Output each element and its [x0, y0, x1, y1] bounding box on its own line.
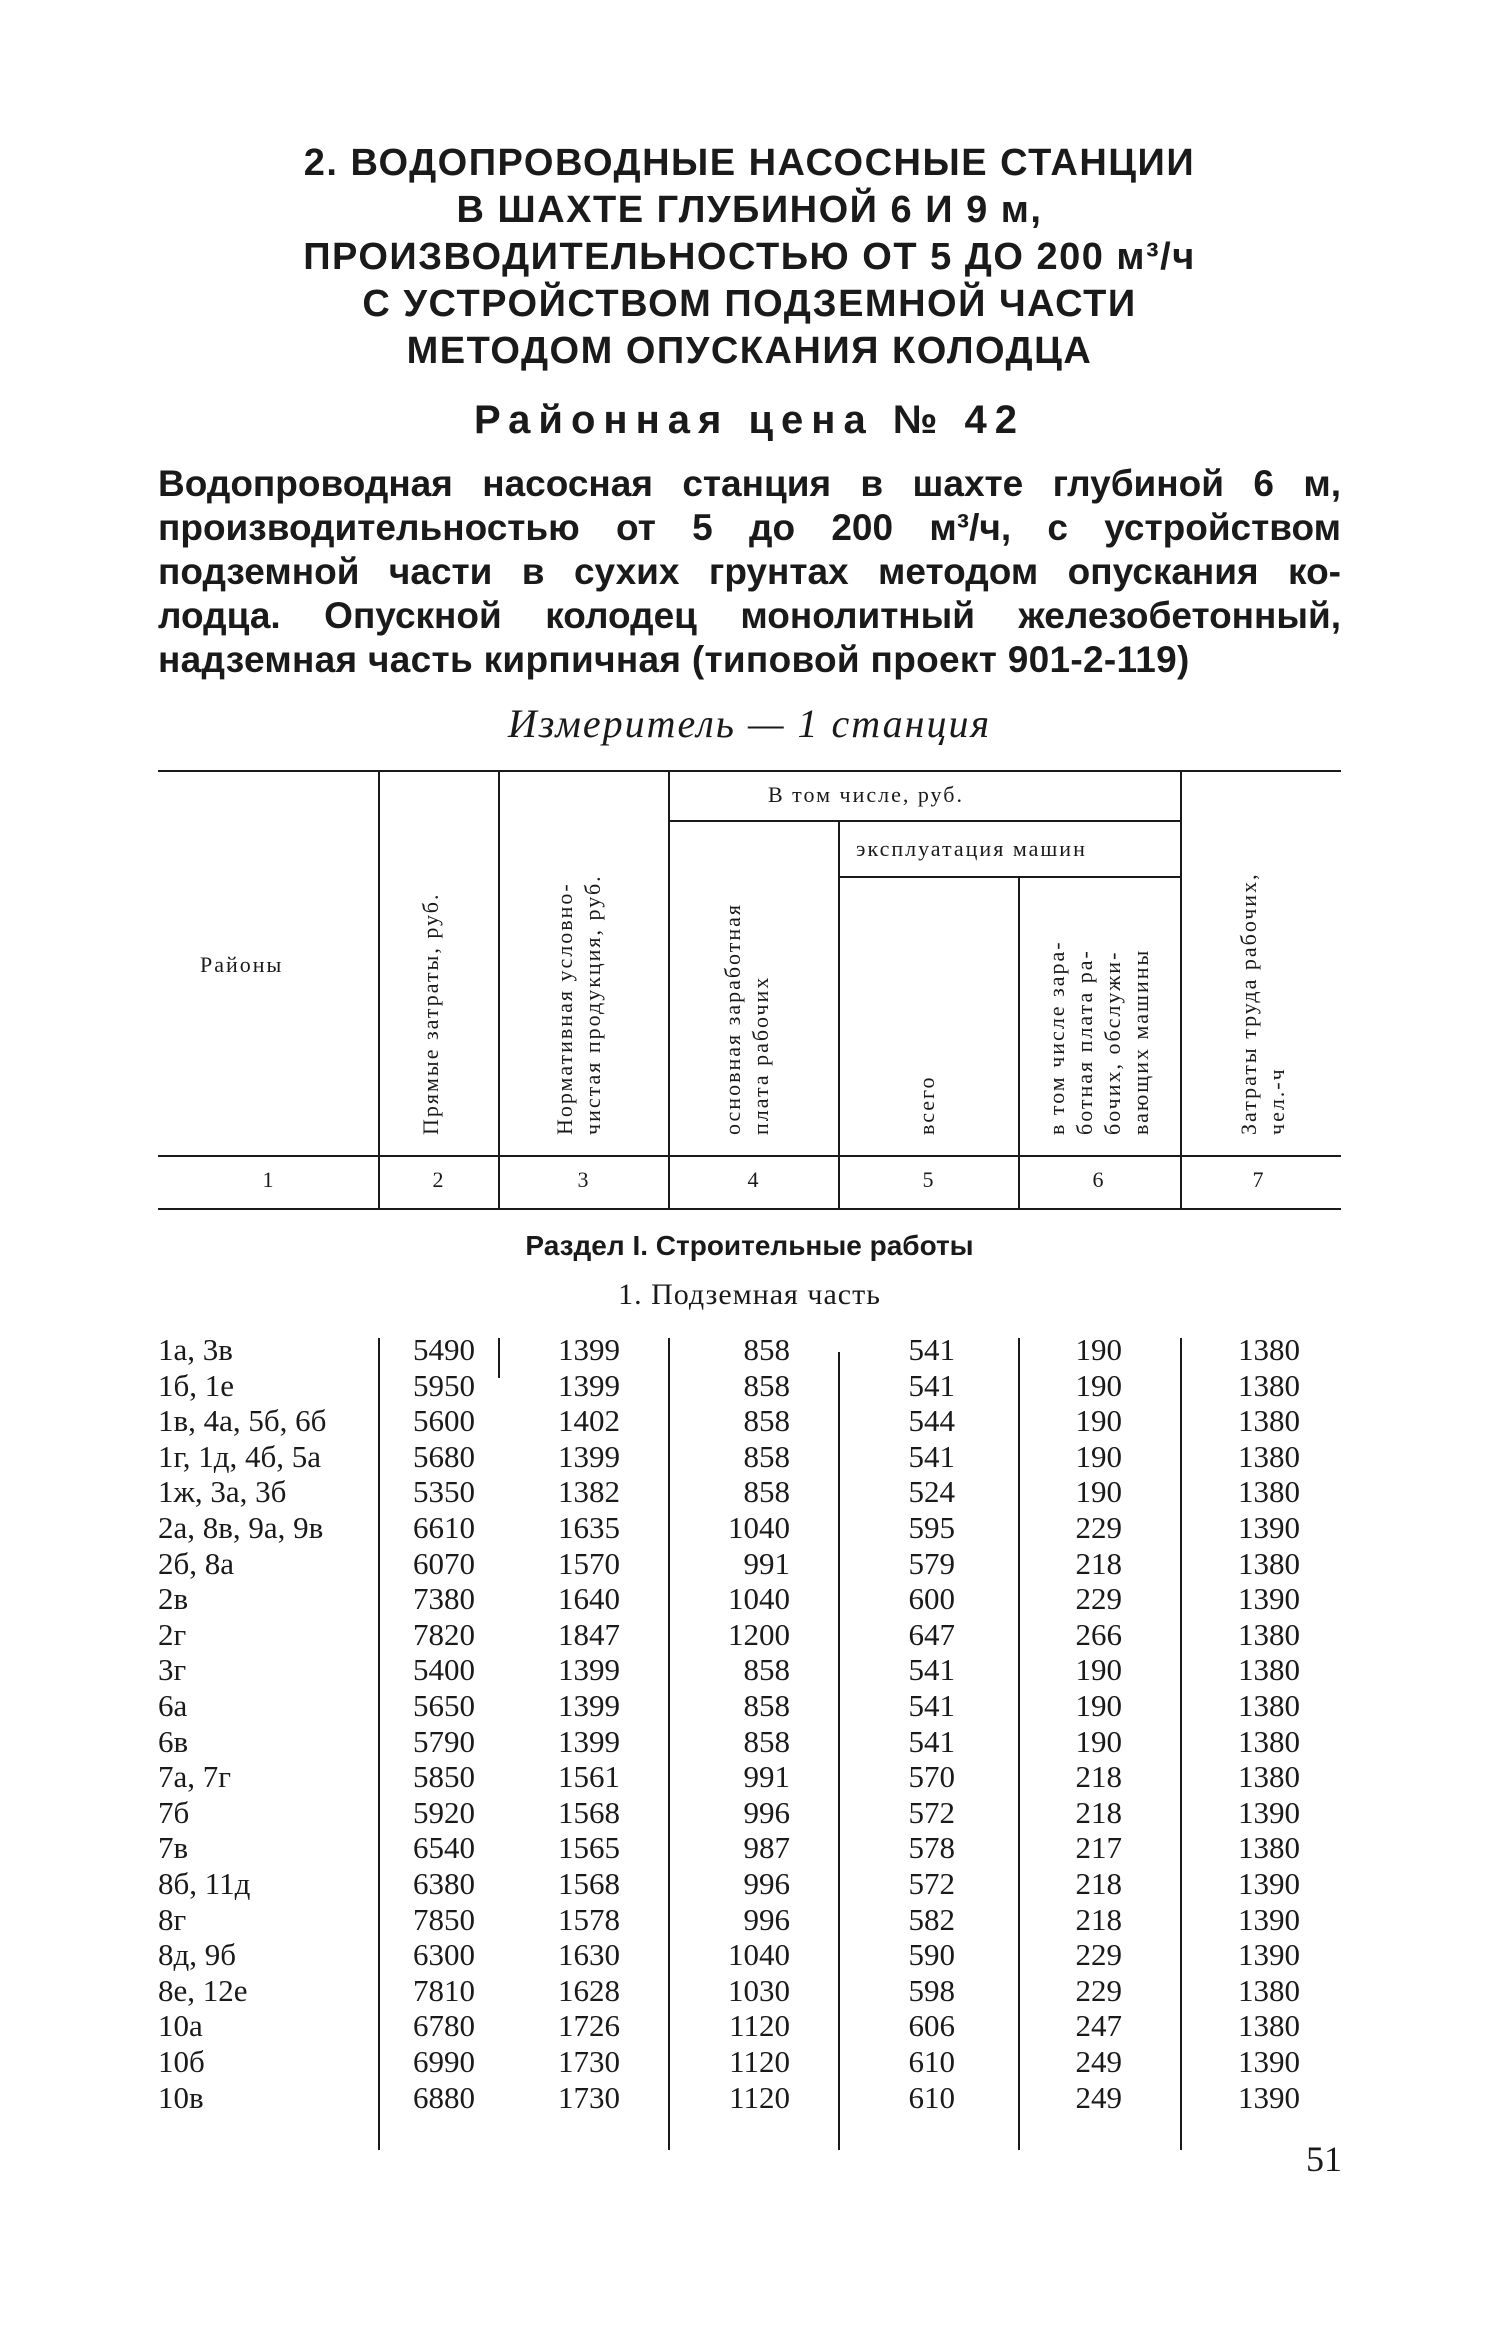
value-cell: 1390	[1238, 2079, 1300, 2115]
region-cell: 1г, 1д, 4б, 5а	[158, 1438, 322, 1474]
machine-operation-header: эксплуатация машин	[856, 836, 1087, 861]
value-cell: 858	[743, 1688, 790, 1723]
column-divider	[1180, 770, 1182, 1208]
value-cell: 190	[1075, 1367, 1122, 1403]
table-row	[0, 1688, 1499, 1724]
value-cell: 5600	[413, 1403, 475, 1439]
value-cell: 190	[1075, 1403, 1122, 1439]
value-cell: 5650	[413, 1688, 475, 1723]
region-cell: 8е, 12е	[158, 1972, 248, 2008]
direct-costs-header: Прямые затраты, руб.	[418, 892, 443, 1135]
value-cell: 1120	[729, 2079, 790, 2115]
region-cell: 6в	[158, 1723, 189, 1759]
value-cell: 1568	[558, 1866, 620, 1901]
table-row	[0, 1973, 1499, 2009]
header-top-rule	[158, 770, 1341, 772]
table-row	[0, 1581, 1499, 1617]
value-cell: 610	[908, 2079, 955, 2115]
value-cell: 1390	[1238, 1510, 1300, 1545]
value-cell: 217	[1075, 1830, 1122, 1866]
value-cell: 7820	[413, 1616, 475, 1652]
region-cell: 2г	[158, 1616, 187, 1652]
value-cell: 190	[1075, 1438, 1122, 1474]
including-header: В том числе, руб.	[768, 782, 964, 807]
value-cell: 218	[1075, 1545, 1122, 1581]
table-row	[0, 1902, 1499, 1938]
value-cell: 996	[743, 1866, 790, 1901]
table-row	[0, 1617, 1499, 1653]
value-cell: 647	[908, 1616, 955, 1652]
table-row	[0, 1546, 1499, 1582]
value-cell: 858	[743, 1403, 790, 1439]
description-line: лодца. Опускной колодец монолитный железобетонный,	[158, 595, 1341, 636]
value-cell: 5680	[413, 1438, 475, 1474]
value-cell: 5850	[413, 1759, 475, 1795]
value-cell: 190	[1075, 1652, 1122, 1688]
value-cell: 1390	[1238, 2044, 1300, 2079]
value-cell: 1380	[1238, 1652, 1300, 1688]
table-row	[0, 1652, 1499, 1688]
value-cell: 600	[908, 1581, 955, 1617]
value-cell: 1380	[1238, 2008, 1300, 2044]
value-cell: 606	[908, 2008, 955, 2044]
value-cell: 1380	[1238, 1688, 1300, 1723]
section-title: Раздел I. Строительные работы	[525, 1230, 974, 1261]
header-text-line: ботная плата ра-	[1072, 949, 1097, 1135]
heading-line: МЕТОДОМ ОПУСКАНИЯ КОЛОДЦА	[406, 330, 1093, 372]
value-cell: 1380	[1238, 1972, 1300, 2008]
column-number: 1	[262, 1167, 274, 1192]
table-row	[0, 1403, 1499, 1439]
value-cell: 190	[1075, 1723, 1122, 1759]
value-cell: 524	[908, 1474, 955, 1510]
value-cell: 1399	[558, 1367, 620, 1403]
value-cell: 5790	[413, 1723, 475, 1759]
heading-line: В ШАХТЕ ГЛУБИНОЙ 6 И 9 м,	[456, 189, 1043, 231]
column-number: 3	[577, 1167, 589, 1192]
value-cell: 1380	[1238, 1616, 1300, 1652]
value-cell: 996	[743, 1901, 790, 1937]
value-cell: 6610	[413, 1510, 475, 1545]
header-text-line: вающих машины	[1128, 948, 1153, 1135]
value-cell: 991	[743, 1759, 790, 1795]
value-cell: 229	[1075, 1581, 1122, 1617]
value-cell: 229	[1075, 1972, 1122, 2008]
header-text-line: основная заработная	[720, 902, 745, 1135]
value-cell: 266	[1075, 1616, 1122, 1652]
value-cell: 858	[743, 1367, 790, 1403]
value-cell: 5490	[413, 1332, 475, 1367]
subsection-title: 1. Подземная часть	[618, 1278, 881, 1311]
value-cell: 1630	[558, 1937, 620, 1973]
region-cell: 2а, 8в, 9а, 9в	[158, 1510, 324, 1545]
column-number: 6	[1092, 1167, 1104, 1192]
table-row	[0, 1474, 1499, 1510]
value-cell: 610	[908, 2044, 955, 2079]
header-subrule	[668, 820, 1180, 822]
value-cell: 1380	[1238, 1403, 1300, 1439]
value-cell: 1200	[728, 1616, 790, 1652]
value-cell: 1730	[558, 2079, 620, 2115]
value-cell: 6300	[413, 1937, 475, 1973]
region-cell: 8г	[158, 1901, 187, 1937]
section-heading	[0, 140, 1499, 375]
value-cell: 572	[908, 1866, 955, 1901]
header-text-line: бочих, обслужи-	[1100, 950, 1125, 1135]
table-row	[0, 1368, 1499, 1404]
measure-unit: Измеритель — 1 станция	[507, 701, 992, 746]
table-row	[0, 2044, 1499, 2080]
value-cell: 541	[908, 1367, 955, 1403]
value-cell: 1561	[558, 1759, 620, 1795]
value-cell: 541	[908, 1688, 955, 1723]
value-cell: 218	[1075, 1901, 1122, 1937]
region-cell: 10б	[158, 2044, 205, 2079]
value-cell: 249	[1075, 2079, 1122, 2115]
header-text-line: Нормативная условно-	[552, 882, 577, 1135]
value-cell: 1847	[558, 1616, 620, 1652]
value-cell: 1399	[558, 1723, 620, 1759]
value-cell: 1565	[558, 1830, 620, 1866]
value-cell: 991	[743, 1545, 790, 1581]
value-cell: 249	[1075, 2044, 1122, 2079]
value-cell: 5920	[413, 1794, 475, 1830]
description-line: подземной части в сухих грунтах методом опускания ко-	[158, 551, 1341, 592]
value-cell: 541	[908, 1438, 955, 1474]
region-cell: 3г	[158, 1652, 187, 1688]
value-cell: 229	[1075, 1510, 1122, 1545]
value-cell: 1030	[728, 1972, 790, 2008]
value-cell: 1635	[558, 1510, 620, 1545]
value-cell: 1399	[558, 1332, 620, 1367]
table-row	[0, 1510, 1499, 1546]
value-cell: 1390	[1238, 1937, 1300, 1973]
header-text-line: в том числе зара-	[1044, 940, 1069, 1135]
value-cell: 6540	[413, 1830, 475, 1866]
value-cell: 579	[908, 1545, 955, 1581]
heading-line: ПРОИЗВОДИТЕЛЬНОСТЬЮ ОТ 5 ДО 200 м³/ч	[303, 236, 1196, 278]
value-cell: 1399	[558, 1688, 620, 1723]
region-cell: 8б, 11д	[158, 1866, 251, 1901]
region-cell: 2в	[158, 1581, 189, 1617]
value-cell: 1726	[558, 2008, 620, 2044]
value-cell: 1390	[1238, 1901, 1300, 1937]
region-cell: 6а	[158, 1688, 188, 1723]
value-cell: 247	[1075, 2008, 1122, 2044]
value-cell: 5350	[413, 1474, 475, 1510]
region-cell: 1а, 3в	[158, 1332, 233, 1367]
value-cell: 1040	[728, 1581, 790, 1617]
header-text-line: чистая продукция, руб.	[580, 874, 605, 1135]
column-divider	[668, 770, 670, 1208]
heading-line: 2. ВОДОПРОВОДНЫЕ НАСОСНЫЕ СТАНЦИИ	[303, 142, 1196, 184]
value-cell: 590	[908, 1937, 955, 1973]
column-number: 5	[922, 1167, 934, 1192]
value-cell: 6380	[413, 1866, 475, 1901]
value-cell: 541	[908, 1332, 955, 1367]
value-cell: 582	[908, 1901, 955, 1937]
value-cell: 595	[908, 1510, 955, 1545]
value-cell: 1402	[558, 1403, 620, 1439]
value-cell: 6880	[413, 2079, 475, 2115]
value-cell: 541	[908, 1652, 955, 1688]
value-cell: 5400	[413, 1652, 475, 1688]
region-cell: 2б, 8а	[158, 1545, 235, 1581]
value-cell: 1730	[558, 2044, 620, 2079]
table-row	[0, 2008, 1499, 2044]
value-cell: 570	[908, 1759, 955, 1795]
value-cell: 190	[1075, 1688, 1122, 1723]
value-cell: 6070	[413, 1545, 475, 1581]
value-cell: 1578	[558, 1901, 620, 1937]
header-text-line: Затраты труда рабочих,	[1236, 872, 1261, 1135]
description-line: Водопроводная насосная станция в шахте глубиной 6 м,	[158, 463, 1341, 504]
value-cell: 541	[908, 1723, 955, 1759]
value-cell: 544	[908, 1403, 955, 1439]
total-header: всего	[914, 1075, 939, 1135]
table-row	[0, 1724, 1499, 1760]
value-cell: 1380	[1238, 1438, 1300, 1474]
header-subrule	[838, 876, 1180, 878]
value-cell: 1390	[1238, 1866, 1300, 1901]
region-cell: 1в, 4а, 5б, 6б	[158, 1403, 327, 1439]
value-cell: 1380	[1238, 1474, 1300, 1510]
value-cell: 7810	[413, 1972, 475, 2008]
table-rule	[158, 1208, 1341, 1210]
value-cell: 858	[743, 1474, 790, 1510]
value-cell: 7850	[413, 1901, 475, 1937]
region-cell: 8д, 9б	[158, 1937, 237, 1973]
value-cell: 1380	[1238, 1830, 1300, 1866]
value-cell: 218	[1075, 1866, 1122, 1901]
table-row	[0, 1866, 1499, 1902]
region-cell: 10а	[158, 2008, 203, 2044]
header-text-line: плата рабочих	[748, 975, 773, 1135]
header-text-line: чел.-ч	[1264, 1067, 1289, 1135]
value-cell: 1390	[1238, 1794, 1300, 1830]
value-cell: 1399	[558, 1438, 620, 1474]
value-cell: 218	[1075, 1759, 1122, 1795]
value-cell: 1570	[558, 1545, 620, 1581]
description	[158, 462, 1341, 682]
value-cell: 1640	[558, 1581, 620, 1617]
table-row	[0, 1332, 1499, 1368]
region-cell: 10в	[158, 2079, 204, 2115]
region-cell: 7б	[158, 1794, 190, 1830]
region-cell: 7а, 7г	[158, 1759, 231, 1795]
value-cell: 1120	[729, 2044, 790, 2079]
table-row	[0, 1795, 1499, 1831]
column-number: 4	[747, 1167, 759, 1192]
value-cell: 218	[1075, 1794, 1122, 1830]
value-cell: 6780	[413, 2008, 475, 2044]
value-cell: 1390	[1238, 1581, 1300, 1617]
value-cell: 996	[743, 1794, 790, 1830]
value-cell: 572	[908, 1794, 955, 1830]
value-cell: 1380	[1238, 1332, 1300, 1367]
value-cell: 1380	[1238, 1723, 1300, 1759]
region-cell: 7в	[158, 1830, 189, 1866]
value-cell: 858	[743, 1652, 790, 1688]
description-line: надземная часть кирпичная (типовой проект 901-2-119)	[158, 639, 1190, 680]
value-cell: 7380	[413, 1581, 475, 1617]
value-cell: 1380	[1238, 1545, 1300, 1581]
value-cell: 229	[1075, 1937, 1122, 1973]
value-cell: 578	[908, 1830, 955, 1866]
price-title: Районная цена № 42	[474, 398, 1025, 442]
value-cell: 1040	[728, 1510, 790, 1545]
regions-header: Районы	[200, 952, 284, 977]
value-cell: 858	[743, 1332, 790, 1367]
value-cell: 858	[743, 1438, 790, 1474]
header-bottom-rule	[158, 1155, 1341, 1157]
region-cell: 1б, 1е	[158, 1367, 235, 1403]
value-cell: 190	[1075, 1474, 1122, 1510]
page-number: 51	[1306, 2139, 1342, 2179]
value-cell: 1380	[1238, 1759, 1300, 1795]
column-divider	[378, 770, 380, 1208]
value-cell: 858	[743, 1723, 790, 1759]
value-cell: 1380	[1238, 1367, 1300, 1403]
column-number: 7	[1252, 1167, 1264, 1192]
value-cell: 1382	[558, 1474, 620, 1510]
heading-line: С УСТРОЙСТВОМ ПОДЗЕМНОЙ ЧАСТИ	[362, 283, 1137, 325]
table-row	[0, 1759, 1499, 1795]
value-cell: 190	[1075, 1332, 1122, 1367]
value-cell: 6990	[413, 2044, 475, 2079]
description-line: производительностью от 5 до 200 м³/ч, с устройством	[158, 507, 1341, 548]
value-cell: 598	[908, 1972, 955, 2008]
value-cell: 1568	[558, 1794, 620, 1830]
value-cell: 1120	[729, 2008, 790, 2044]
table-row	[0, 1439, 1499, 1475]
column-divider	[498, 770, 500, 1208]
column-divider	[1018, 876, 1020, 1208]
table-row	[0, 1937, 1499, 1973]
table-row	[0, 1830, 1499, 1866]
value-cell: 1399	[558, 1652, 620, 1688]
value-cell: 1040	[728, 1937, 790, 1973]
value-cell: 5950	[413, 1367, 475, 1403]
region-cell: 1ж, 3а, 3б	[158, 1474, 287, 1510]
value-cell: 987	[743, 1830, 790, 1866]
column-divider	[838, 820, 840, 1208]
value-cell: 1628	[558, 1972, 620, 2008]
column-number: 2	[432, 1167, 444, 1192]
table-row	[0, 2080, 1499, 2116]
